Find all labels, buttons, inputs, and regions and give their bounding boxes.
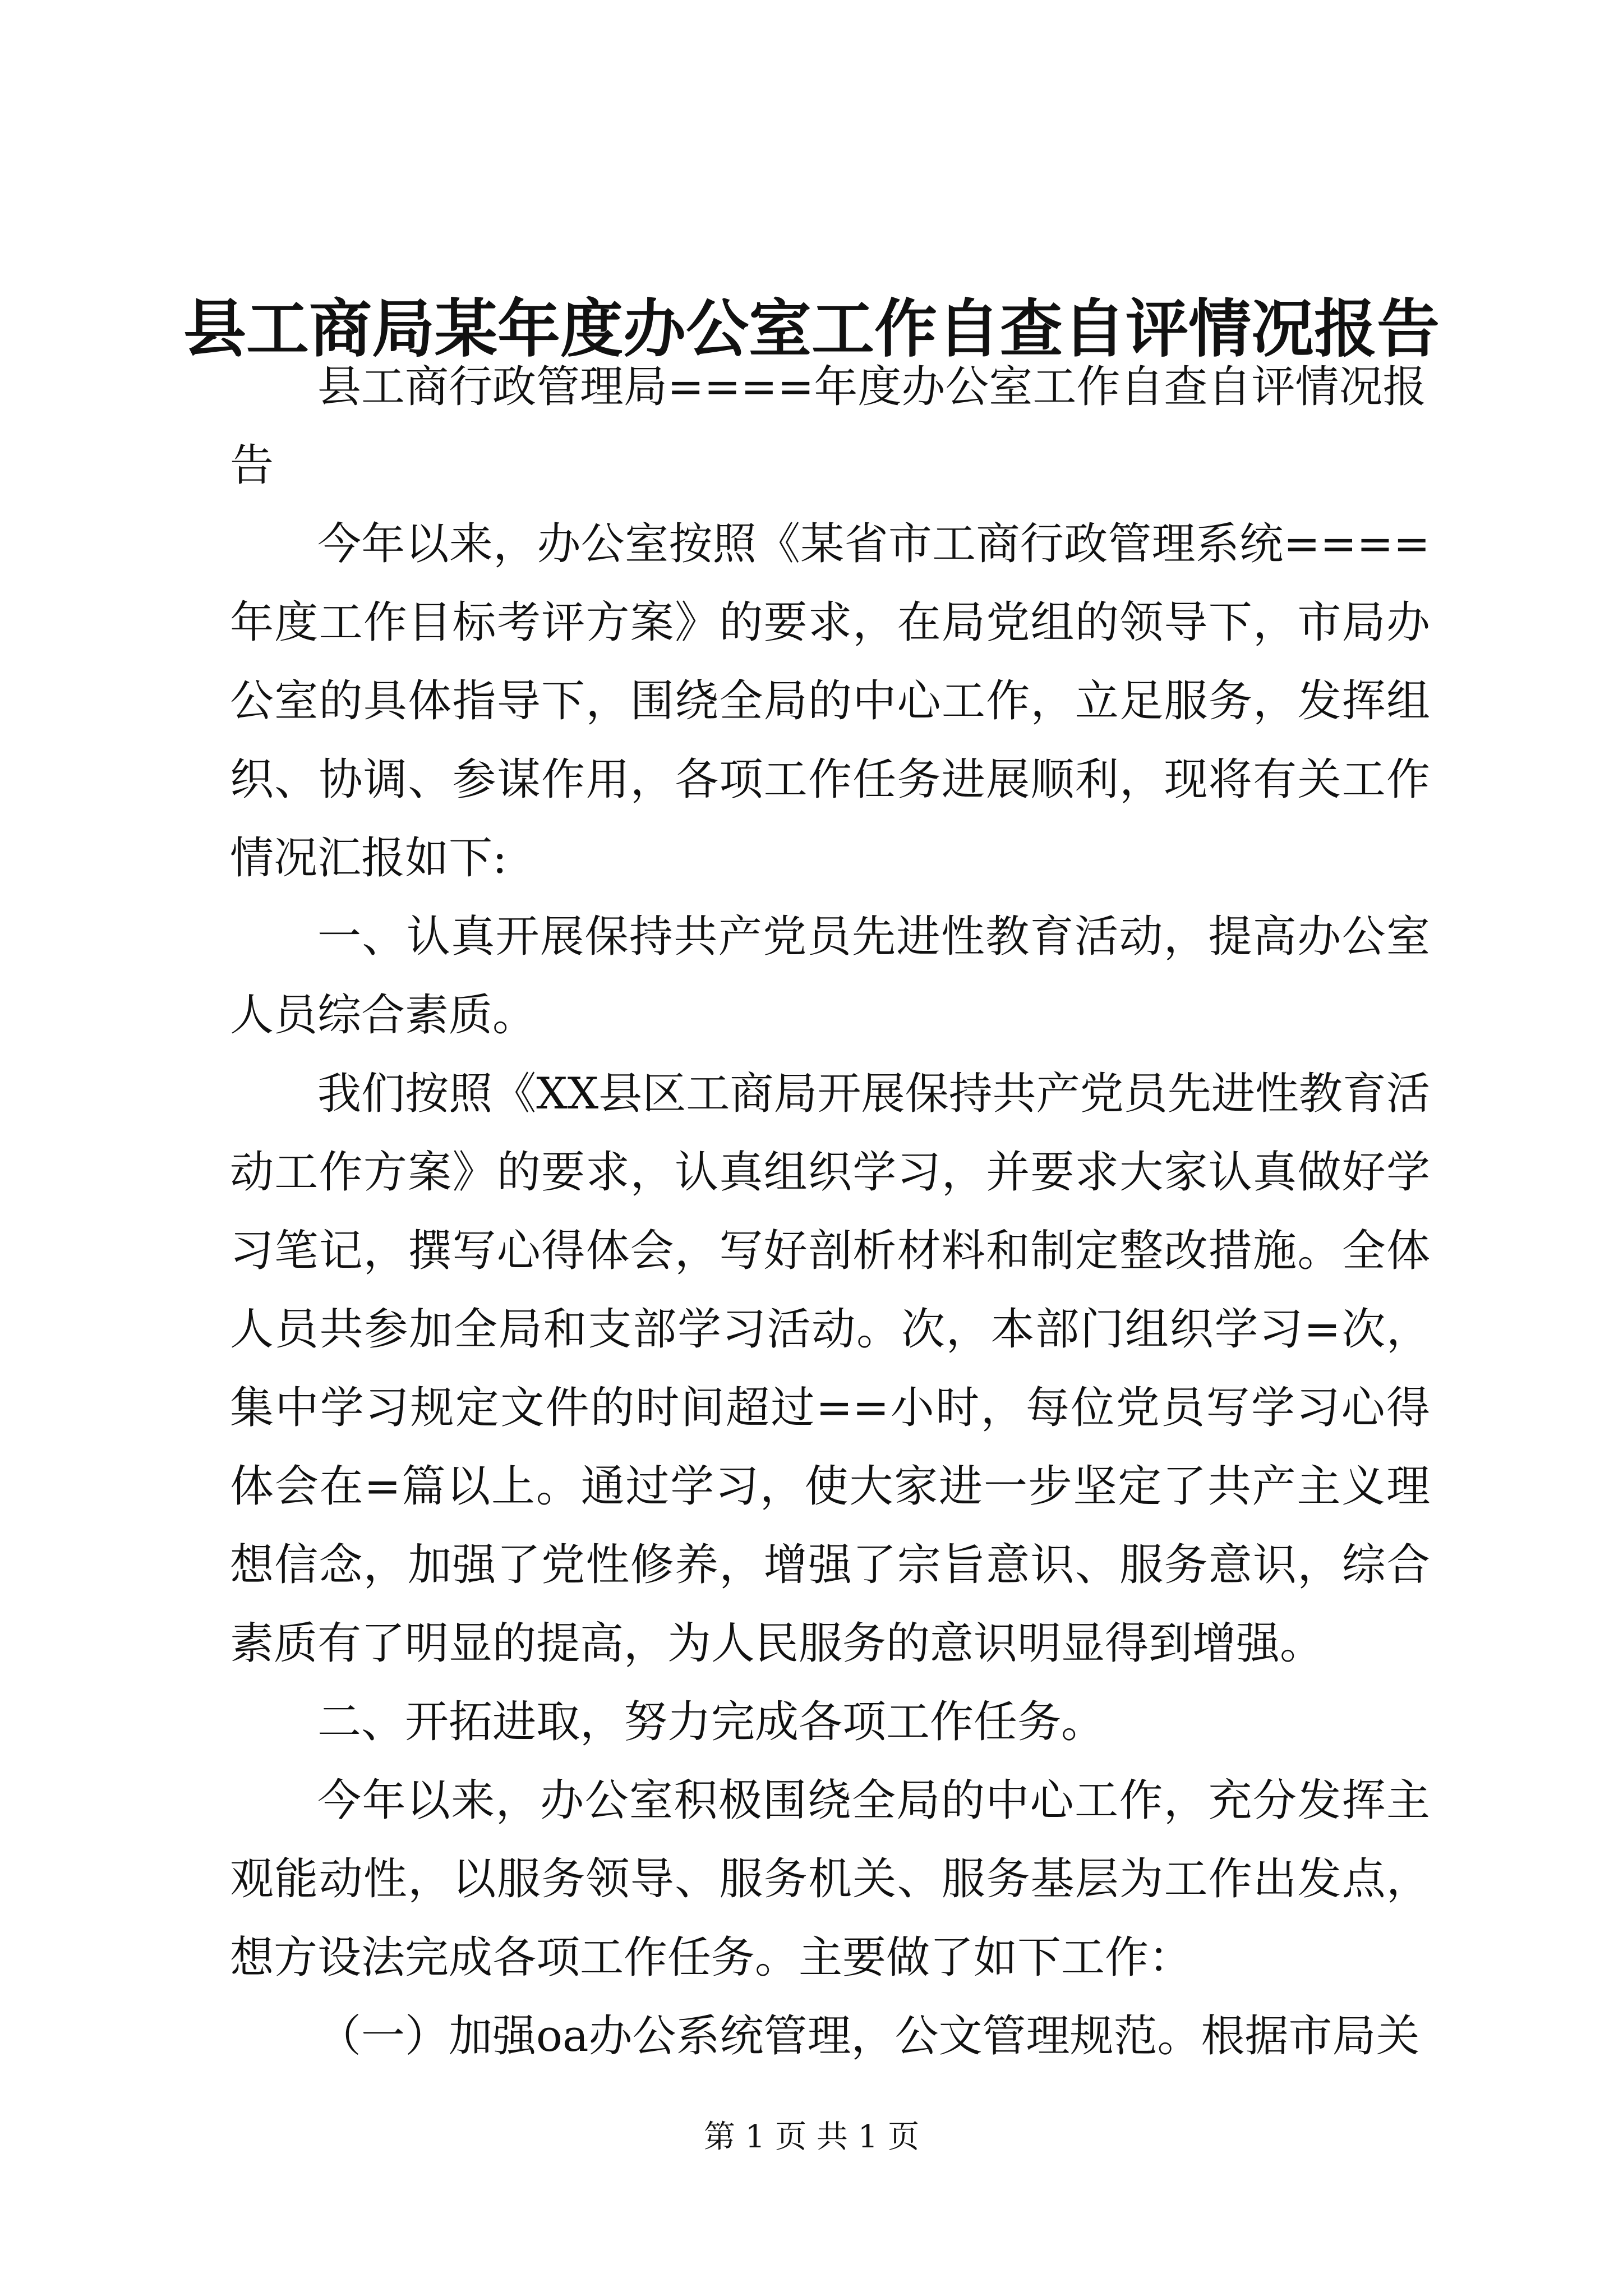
page-footer: 第 1 页 共 1 页 — [703, 2119, 920, 2155]
paragraph-intro: 今年以来，办公室按照《某省市工商行政管理系统====年度工作目标考评方案》的要求，在局党组的领导下，市局办公室的具体指导下，围绕全局的中心工作，立足服务，发挥组织、协调、参谋作用，各项工作任务进展顺利，现将有关工作情况汇报如下: — [230, 519, 1430, 884]
paragraph-subtitle: 县工商行政管理局====年度办公室工作自查自评情况报告 — [230, 362, 1427, 491]
paragraph-study: 我们按照《XX县区工商局开展保持共产党员先进性教育活动工作方案》的要求，认真组织学习，并要求大家认真做好学习笔记，撰写心得体会，写好剖析材料和制定整改措施。全体人员共参加全局和支部学习活动。次，本部门组织学习=次，集中学习规定文件的时间超过==小时，每位党员写学习心得体会在=篇以上。通过学习，使大家进一步坚定了共产主义理想信念，加强了党性修养，增强了宗旨意识、服务意识，综合素质有了明显的提高，为人民服务的意识明显得到增强。 — [230, 1069, 1430, 1669]
section-heading-1: 一、认真开展保持共产党员先进性教育活动，提高办公室人员综合素质。 — [230, 912, 1430, 1041]
paragraph-work: 今年以来，办公室积极围绕全局的中心工作，充分发挥主观能动性，以服务领导、服务机关、服务基层为工作出发点，想方设法完成各项工作任务。主要做了如下工作： — [230, 1775, 1430, 1983]
paragraph-oa: （一）加强oa办公系统管理，公文管理规范。根据市局关 — [317, 2011, 1420, 2062]
section-heading-2: 二、开拓进取，努力完成各项工作任务。 — [317, 1697, 1105, 1747]
document-body — [230, 348, 1430, 2076]
document-title: 县工商局某年度办公室工作自查自评情况报告 — [183, 292, 1440, 366]
